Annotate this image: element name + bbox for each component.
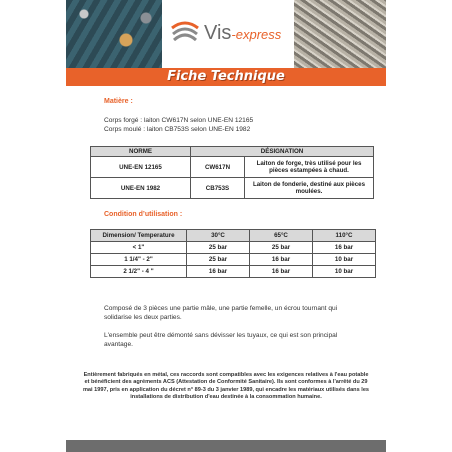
table-cell: 2 1/2" - 4 " <box>91 266 187 278</box>
table-cell: 25 bar <box>250 242 313 254</box>
description-paragraph-2: L'ensemble peut être démonté sans dévisser les tuyaux, ce qui est son principal avantage. <box>104 332 338 348</box>
temperature-table <box>90 229 376 278</box>
header <box>66 0 386 68</box>
description-paragraph-1: Composé de 3 pièces une partie mâle, une partie femelle, un écrou tournant qui solidarise les deux parties. <box>104 305 338 321</box>
table-cell: 10 bar <box>313 266 376 278</box>
table-row <box>91 242 376 254</box>
swoosh-logo-icon <box>170 20 200 48</box>
table-cell: 16 bar <box>313 242 376 254</box>
tools-photo <box>66 0 162 68</box>
table-cell: UNE-EN 12165 <box>91 157 191 178</box>
brand-name <box>204 22 281 45</box>
tech-sheet-page <box>66 0 386 452</box>
table-cell: 1 1/4" - 2" <box>91 254 187 266</box>
table-row <box>91 157 374 178</box>
condition-title: Condition d’utilisation : <box>104 211 183 218</box>
table-cell: 10 bar <box>313 254 376 266</box>
footer-band <box>66 440 386 452</box>
table-cell: 16 bar <box>250 266 313 278</box>
table-cell: CW617N <box>191 157 245 178</box>
table-header: Dimension/ Temperature <box>91 230 187 242</box>
table-header: 110°C <box>313 230 376 242</box>
table-row <box>91 266 376 278</box>
matiere-line-1: Corps forgé : laiton CW617N selon UNE-EN 12165 <box>104 117 254 124</box>
table-row <box>91 230 376 242</box>
compliance-notice: Entièrement fabriqués en métal, ces raccords sont compatibles avec les exigences relatives à l'eau potable et bénéficient des agréments ACS (Attestation de Conformité Sanitaire). Ils sont conformes à l'arrêté du 29 mai 1997, pris en application du décret n° 89-3 du 3 janvier 1989, qui encadre les matériaux utilisés dans les installations de distribution d'eau destinée à la consommation humaine. <box>82 372 370 401</box>
table-header: 65°C <box>250 230 313 242</box>
table-row <box>91 254 376 266</box>
brand-main: Vis <box>204 22 232 44</box>
table-cell: Laiton de forge, très utilisé pour les pièces estampées à chaud. <box>245 157 374 178</box>
designation-header: DÉSIGNATION <box>191 147 374 157</box>
table-cell: 16 bar <box>250 254 313 266</box>
norme-header: NORME <box>91 147 191 157</box>
table-cell: CB753S <box>191 178 245 199</box>
norme-table <box>90 146 374 199</box>
logo <box>162 0 294 68</box>
table-header: 30°C <box>187 230 250 242</box>
matiere-line-2: Corps moulé : laiton CB753S selon UNE-EN 1982 <box>104 126 251 133</box>
table-row <box>91 147 374 157</box>
table-cell: Laiton de fonderie, destiné aux pièces moulées. <box>245 178 374 199</box>
page-title: Fiche Technique <box>167 69 285 84</box>
table-cell: UNE-EN 1982 <box>91 178 191 199</box>
matiere-title: Matière : <box>104 98 133 105</box>
table-cell: < 1" <box>91 242 187 254</box>
table-cell: 16 bar <box>187 266 250 278</box>
table-cell: 25 bar <box>187 242 250 254</box>
brand-sub: -express <box>231 27 282 42</box>
table-row <box>91 178 374 199</box>
screws-photo <box>294 0 386 68</box>
title-band <box>66 68 386 86</box>
table-cell: 25 bar <box>187 254 250 266</box>
